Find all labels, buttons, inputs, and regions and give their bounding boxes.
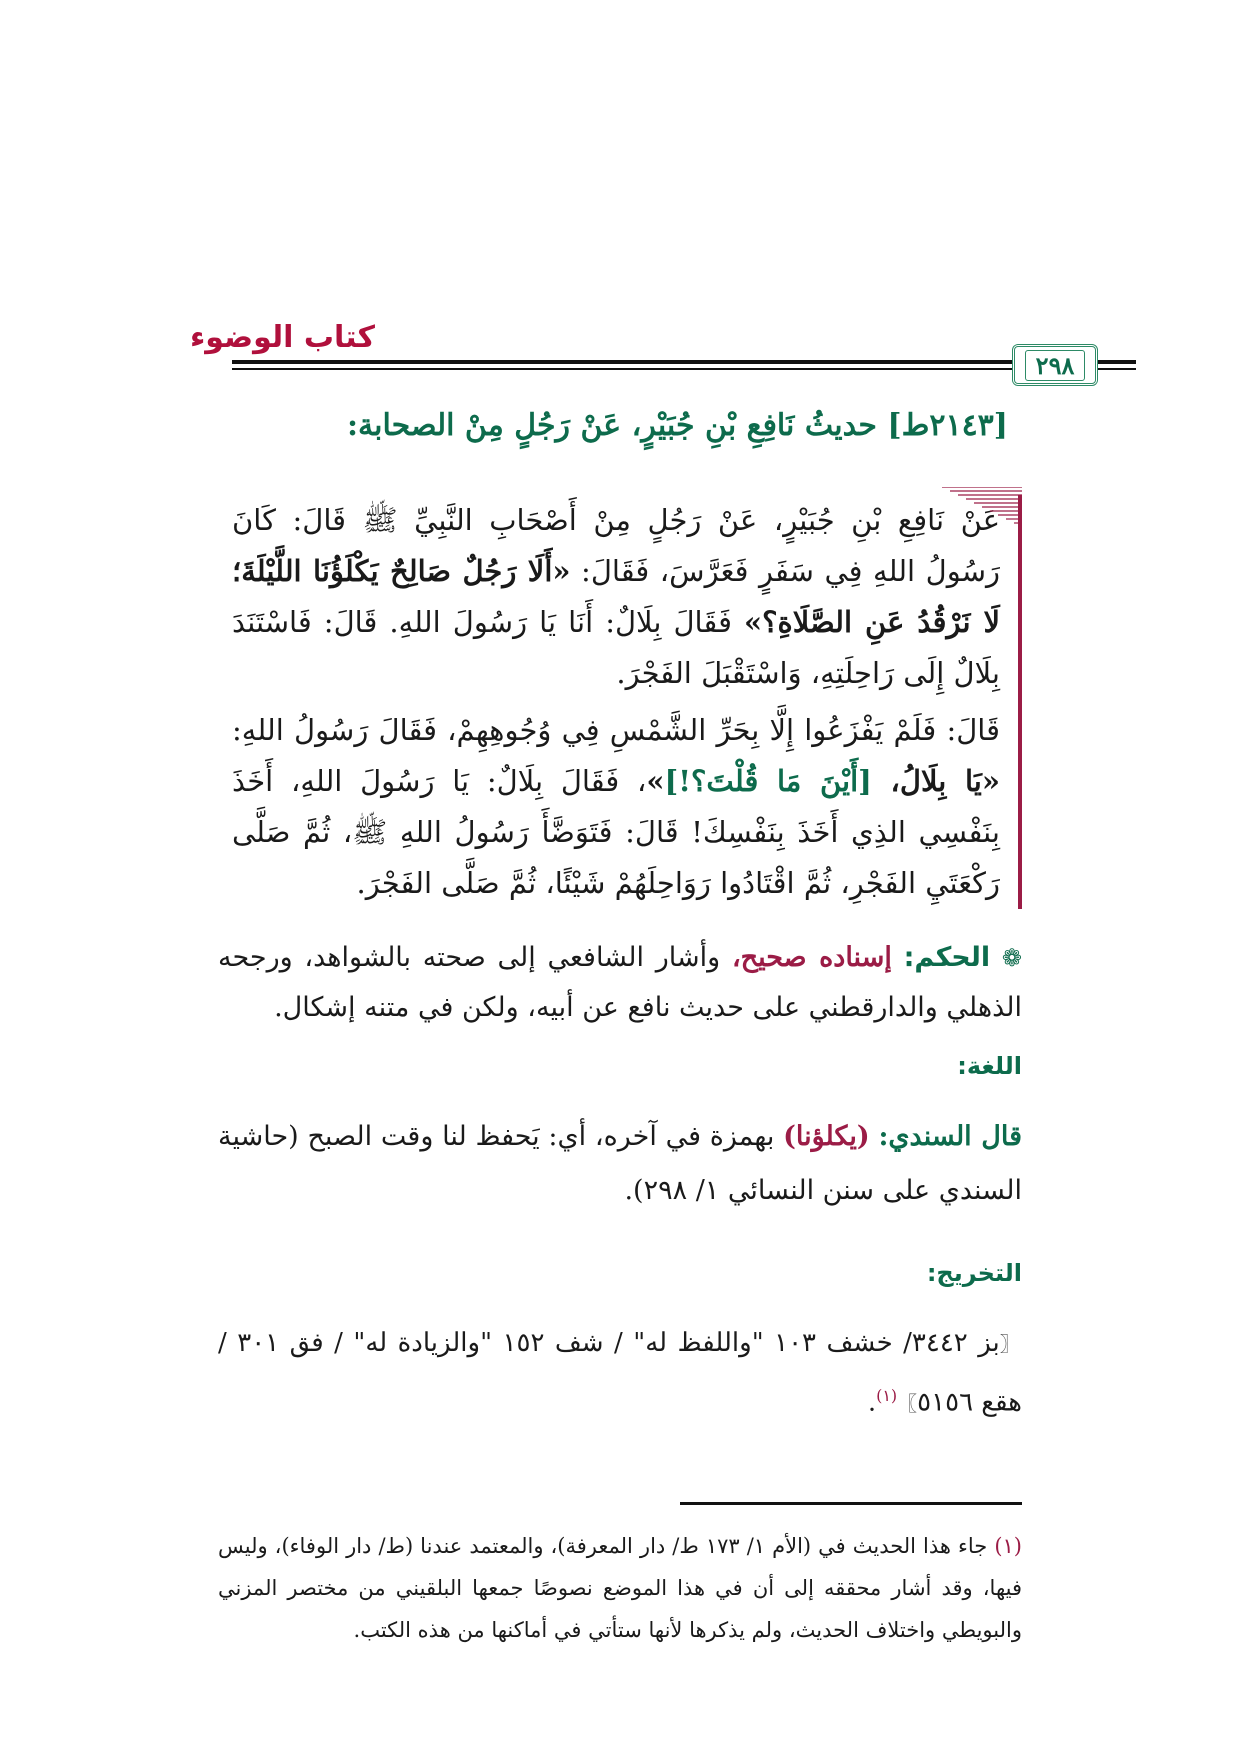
hadith-text: فَقَالَ بِلَالٌ: أَنَا يَا رَسُولَ اللهِ. قَالَ: فَاسْتَنَدَ بِلَالٌ إِلَى رَاحِلَتِهِ، وَاسْتَقْبَلَ الفَجْرَ. [232, 605, 1000, 690]
takhrij-heading: التخريج: [926, 1259, 1022, 1287]
corner-ornament-icon [942, 487, 1022, 567]
lugha-text: بهمزة في آخره، أي: يَحفظ لنا وقت الصبح (حاشية السندي على سنن النسائي ١/ ٢٩٨). [218, 1121, 1022, 1206]
sindi-label: قال السندي: [878, 1121, 1022, 1152]
page-number: ٢٩٨ [1025, 350, 1086, 381]
hadith-green-addition: [أَيْنَ مَا قُلْتَ؟!] [664, 764, 872, 798]
book-title: كتاب الوضوء [189, 320, 375, 355]
ruling-text: وأشار الشافعي إلى صحته بالشواهد، ورجحه الذهلي والدارقطني على حديث نافع عن أبيه، ولكن في متنه إشكال. [218, 942, 1022, 1023]
takhrij-paragraph [218, 1317, 1022, 1430]
header-rule [232, 358, 1016, 378]
hadith-paragraph-1 [232, 495, 1000, 699]
footnote-number: (١) [994, 1534, 1022, 1558]
explained-word: (يكلؤنا) [783, 1121, 870, 1152]
takhrij-end: . [867, 1387, 877, 1418]
hadith-bold-quote-end: » [646, 764, 665, 798]
ruling-value: إسناده صحيح، [731, 942, 892, 973]
hadith-paragraph-2 [232, 705, 1000, 909]
hadith-text-box [232, 495, 1022, 909]
header-rule-right-segment [1098, 360, 1136, 376]
open-bracket: 〖 [999, 1332, 1022, 1356]
close-bracket: 〗 [897, 1391, 918, 1416]
hadith-text: ، فَقَالَ بِلَالٌ: يَا رَسُولَ اللهِ، أَخَذَ بِنَفْسِي الذِي أَخَذَ بِنَفْسِكَ! قَالَ: فَتَوَضَّأَ رَسُولُ اللهِ ﷺ، ثُمَّ صَلَّى رَكْعَتَيِ الفَجْرِ، ثُمَّ اقْتَادُوا رَوَاحِلَهُمْ شَيْئًا، ثُمَّ صَلَّى الفَجْرَ. [232, 764, 1000, 900]
hadith-text: قَالَ: فَلَمْ يَفْزَعُوا إِلَّا بِحَرِّ الشَّمْسِ فِي وُجُوهِهِمْ، فَقَالَ رَسُولُ اللهِ: [232, 713, 1000, 747]
lugha-heading: اللغة: [957, 1052, 1022, 1080]
hadith-bold-quote: «يَا بِلَالُ، [871, 764, 1000, 798]
ruling-paragraph [218, 933, 1022, 1033]
footnote-divider [680, 1502, 1022, 1505]
ruling-label: الحكم: [903, 942, 991, 973]
page-number-frame [1012, 344, 1098, 386]
hadith-text: عَنْ نَافِعِ بْنِ جُبَيْرٍ، عَنْ رَجُلٍ مِنْ أَصْحَابِ النَّبِيِّ ﷺ قَالَ: كَانَ رَسُولُ اللهِ فِي سَفَرٍ فَعَرَّسَ، فَقَالَ: [232, 503, 1000, 588]
footnote-reference[interactable]: (١) [876, 1386, 898, 1405]
hadith-bold-quote: «أَلَا رَجُلٌ صَالِحٌ يَكْلَؤُنَا اللَّيْلَةَ؛ لَا نَرْقُدُ عَنِ الصَّلَاةِ؟» [232, 554, 1001, 639]
lugha-paragraph [218, 1110, 1022, 1218]
takhrij-text: بز ٣٤٤٢/ خشف ١٠٣ "واللفظ له" / شف ١٥٢ "والزيادة له" / فق ٣٠١ / هقع ٥١٥٦ [218, 1328, 1022, 1418]
flower-ornament-icon: ❁ [1001, 944, 1022, 972]
footnote-text: جاء هذا الحديث في (الأم ١/ ١٧٣ ط/ دار المعرفة)، والمعتمد عندنا (ط/ دار الوفاء)، وليس فيها، وقد أشار محققه إلى أن في هذا الموضع نصوصًا جمعها البلقيني من مختصر المزني والبويطي واختلاف الحديث، ولم يذكرها لأنها ستأتي في أماكنها من هذه الكتب. [218, 1534, 1022, 1642]
footnote [218, 1525, 1022, 1651]
hadith-heading: [٢١٤٣ط] حديثُ نَافِعِ بْنِ جُبَيْرٍ، عَنْ رَجُلٍ مِنْ الصحابة: [346, 408, 1008, 443]
